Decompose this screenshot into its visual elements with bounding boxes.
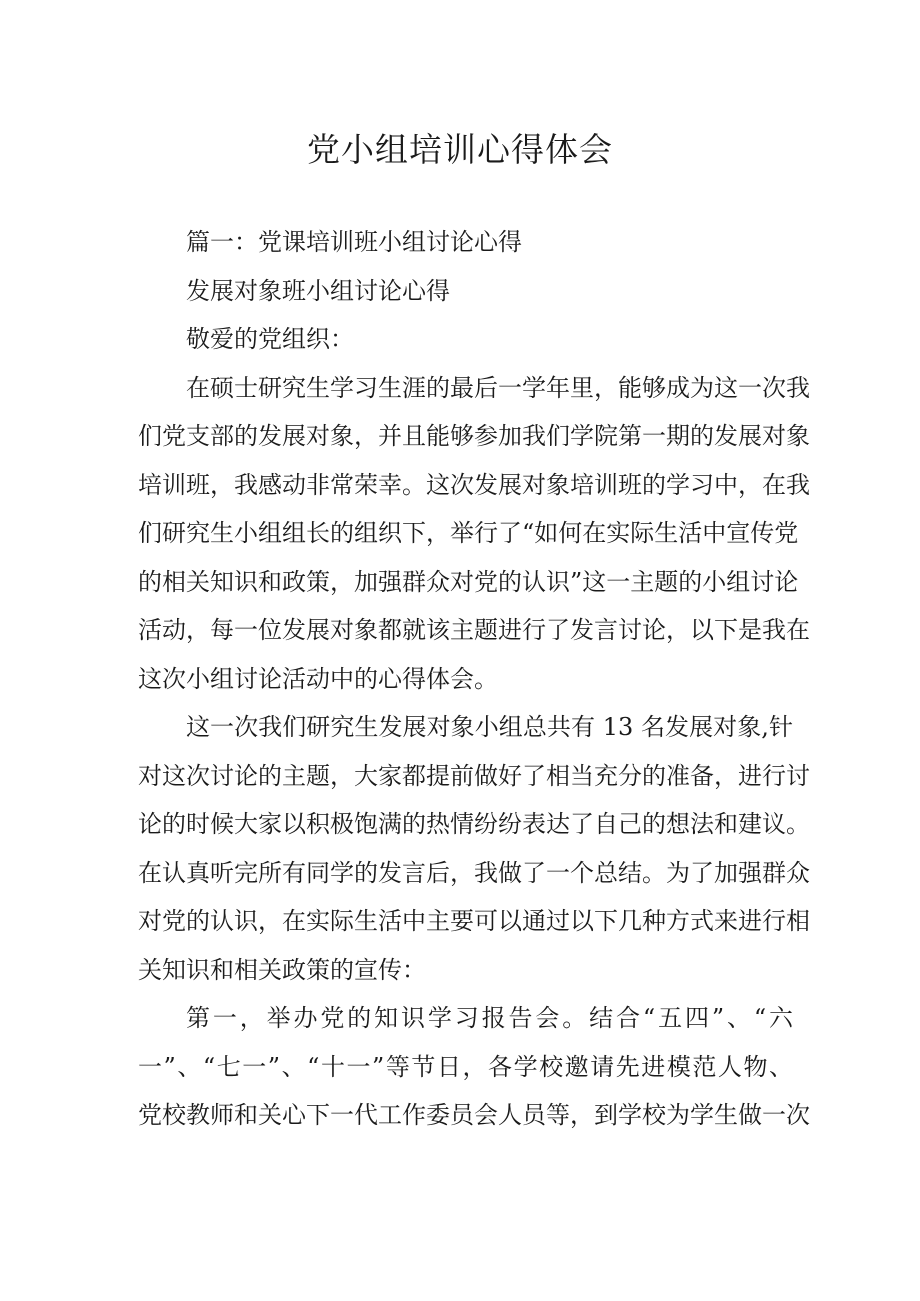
document-title: 党小组培训心得体会 <box>307 130 613 169</box>
paragraph-2 <box>138 703 810 994</box>
paragraph-line: 这次小组讨论活动中的心得体会。 <box>138 664 498 693</box>
paragraph-line: 关知识和相关政策的宣传： <box>138 955 426 984</box>
paragraph-3 <box>138 994 810 1140</box>
paragraph-line: 培训班，我感动非常荣幸。这次发展对象培训班的学习中，在我 <box>138 470 810 499</box>
paragraph-line: 们研究生小组组长的组织下，举行了“如何在实际生活中宣传党 <box>138 519 799 547</box>
document-body <box>138 218 810 1140</box>
paragraph-line: 第一，举办党的知识学习报告会。结合“五四”、“六 <box>186 1004 793 1032</box>
sub-heading: 发展对象班小组讨论心得 <box>186 276 450 305</box>
paragraph-line: 在硕士研究生学习生涯的最后一学年里，能够成为这一次我 <box>186 373 810 402</box>
paragraph-line: 对党的认识，在实际生活中主要可以通过以下几种方式来进行相 <box>138 907 810 935</box>
paragraph-line: 们党支部的发展对象，并且能够参加我们学院第一期的发展对象 <box>138 422 810 450</box>
paragraph-line: 论的时候大家以积极饱满的热情纷纷表达了自己的想法和建议。 <box>138 810 810 838</box>
paragraph-line: 活动，每一位发展对象都就该主题进行了发言讨论，以下是我在 <box>138 616 810 644</box>
paragraph-line: 的相关知识和政策，加强群众对党的认识”这一主题的小组讨论 <box>138 567 799 596</box>
paragraph-line: 一”、“七一”、“十一”等节日，各学校邀请先进模范人物、 <box>138 1052 793 1081</box>
paragraph-line: 这一次我们研究生发展对象小组总共有 13 名发展对象,针 <box>186 713 793 741</box>
paragraph-line: 在认真听完所有同学的发言后，我做了一个总结。为了加强群众 <box>138 858 810 887</box>
section-heading: 篇一：党课培训班小组讨论心得 <box>186 228 522 256</box>
paragraph-1 <box>138 364 810 704</box>
salutation: 敬爱的党组织： <box>186 325 354 353</box>
paragraph-line: 对这次讨论的主题，大家都提前做好了相当充分的准备，进行讨 <box>138 761 810 790</box>
paragraph-line: 党校教师和关心下一代工作委员会人员等，到学校为学生做一次 <box>138 1101 810 1129</box>
